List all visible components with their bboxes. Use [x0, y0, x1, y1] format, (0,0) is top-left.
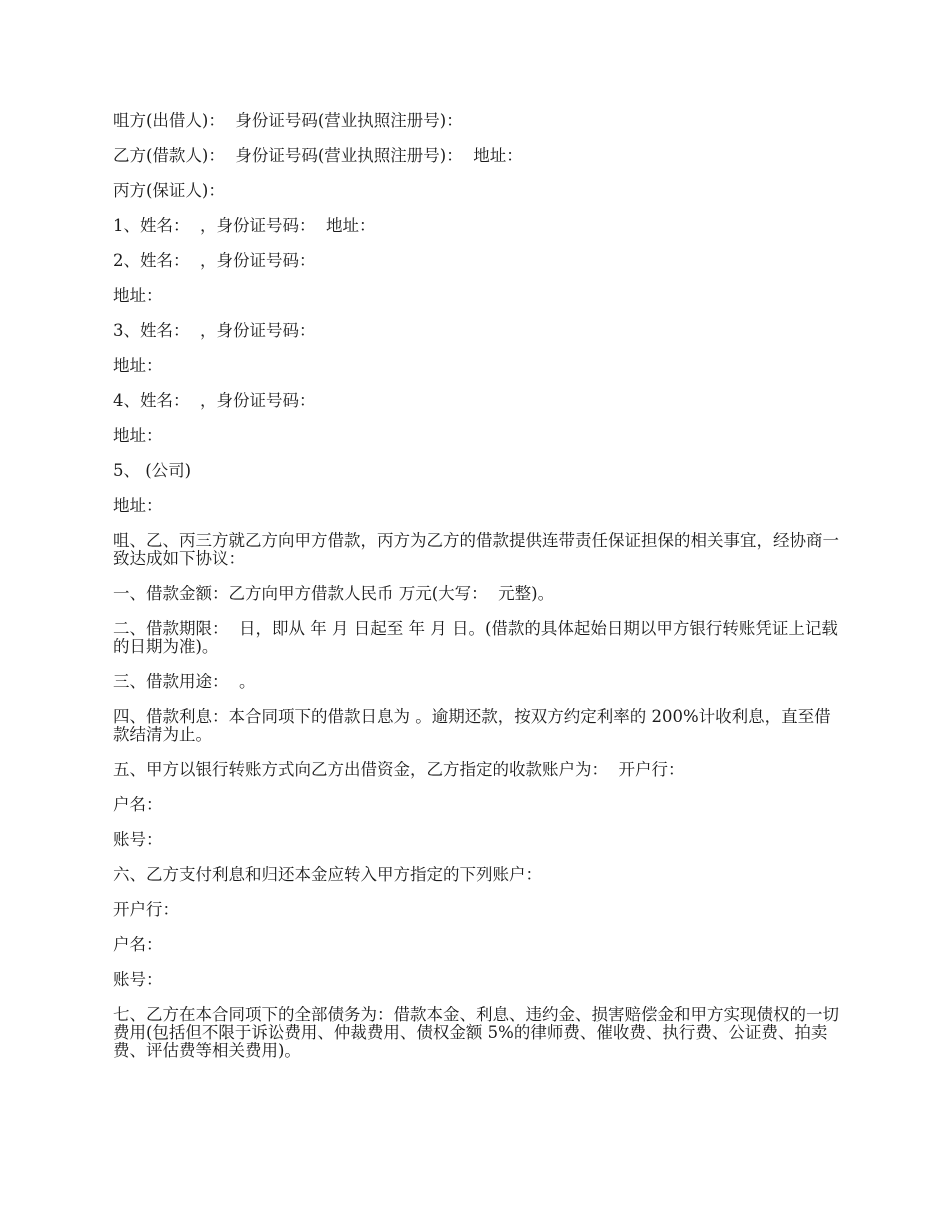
clause-6-account-number: 账号：: [113, 970, 163, 989]
guarantor-1-line: 1、姓名： ，身份证号码： 地址：: [113, 216, 376, 235]
clause-2-term: 二、借款期限： 日，即从 年 月 日起至 年 月 日。(借款的具体起始日期以甲方银行转账凭证上记载的日期为准)。: [113, 619, 838, 656]
clause-6-bank: 开户行：: [113, 900, 179, 919]
contract-page: [113, 112, 845, 1077]
clause-5-account-name: 户名：: [113, 795, 163, 814]
party-c-line: 丙方(保证人)：: [113, 181, 225, 200]
guarantor-3-address: 地址：: [113, 356, 163, 375]
clause-5-transfer: 五、甲方以银行转账方式向乙方出借资金，乙方指定的收款账户为： 开户行：: [113, 760, 685, 779]
clause-6-repayment: 六、乙方支付利息和归还本金应转入甲方指定的下列账户：: [113, 865, 542, 884]
clause-4-interest: 四、借款利息：本合同项下的借款日息为 。逾期还款，按双方约定利率的 200%计收利息，直至借款结清为止。: [113, 707, 831, 744]
clause-5-account-number: 账号：: [113, 830, 163, 849]
clause-3-purpose: 三、借款用途： 。: [113, 672, 256, 691]
guarantor-2-line: 2、姓名： ，身份证号码：: [113, 251, 316, 270]
party-a-line: 咀方(出借人)： 身份证号码(营业执照注册号)：: [113, 111, 463, 130]
guarantor-5-line: 5、 (公司): [113, 461, 192, 480]
guarantor-4-address: 地址：: [113, 426, 163, 445]
guarantor-3-line: 3、姓名： ，身份证号码：: [113, 321, 316, 340]
agreement-preamble: 咀、乙、丙三方就乙方向甲方借款，丙方为乙方的借款提供连带责任保证担保的相关事宜，经协商一致达成如下协议：: [113, 531, 839, 568]
guarantor-2-address: 地址：: [113, 286, 163, 305]
guarantor-5-address: 地址：: [113, 496, 163, 515]
clause-1-amount: 一、借款金额：乙方向甲方借款人民币 万元(大写： 元整)。: [113, 584, 555, 603]
guarantor-4-line: 4、姓名： ，身份证号码：: [113, 391, 316, 410]
clause-7-debts: 七、乙方在本合同项下的全部债务为：借款本金、利息、违约金、损害赔偿金和甲方实现债权的一切费用(包括但不限于诉讼费用、仲裁费用、债权金额 5%的律师费、催收费、执行费、公证费、拍卖费、评估费等相关费用)。: [113, 1005, 839, 1060]
clause-6-account-name: 户名：: [113, 935, 163, 954]
party-b-line: 乙方(借款人)： 身份证号码(营业执照注册号)： 地址：: [113, 146, 523, 165]
